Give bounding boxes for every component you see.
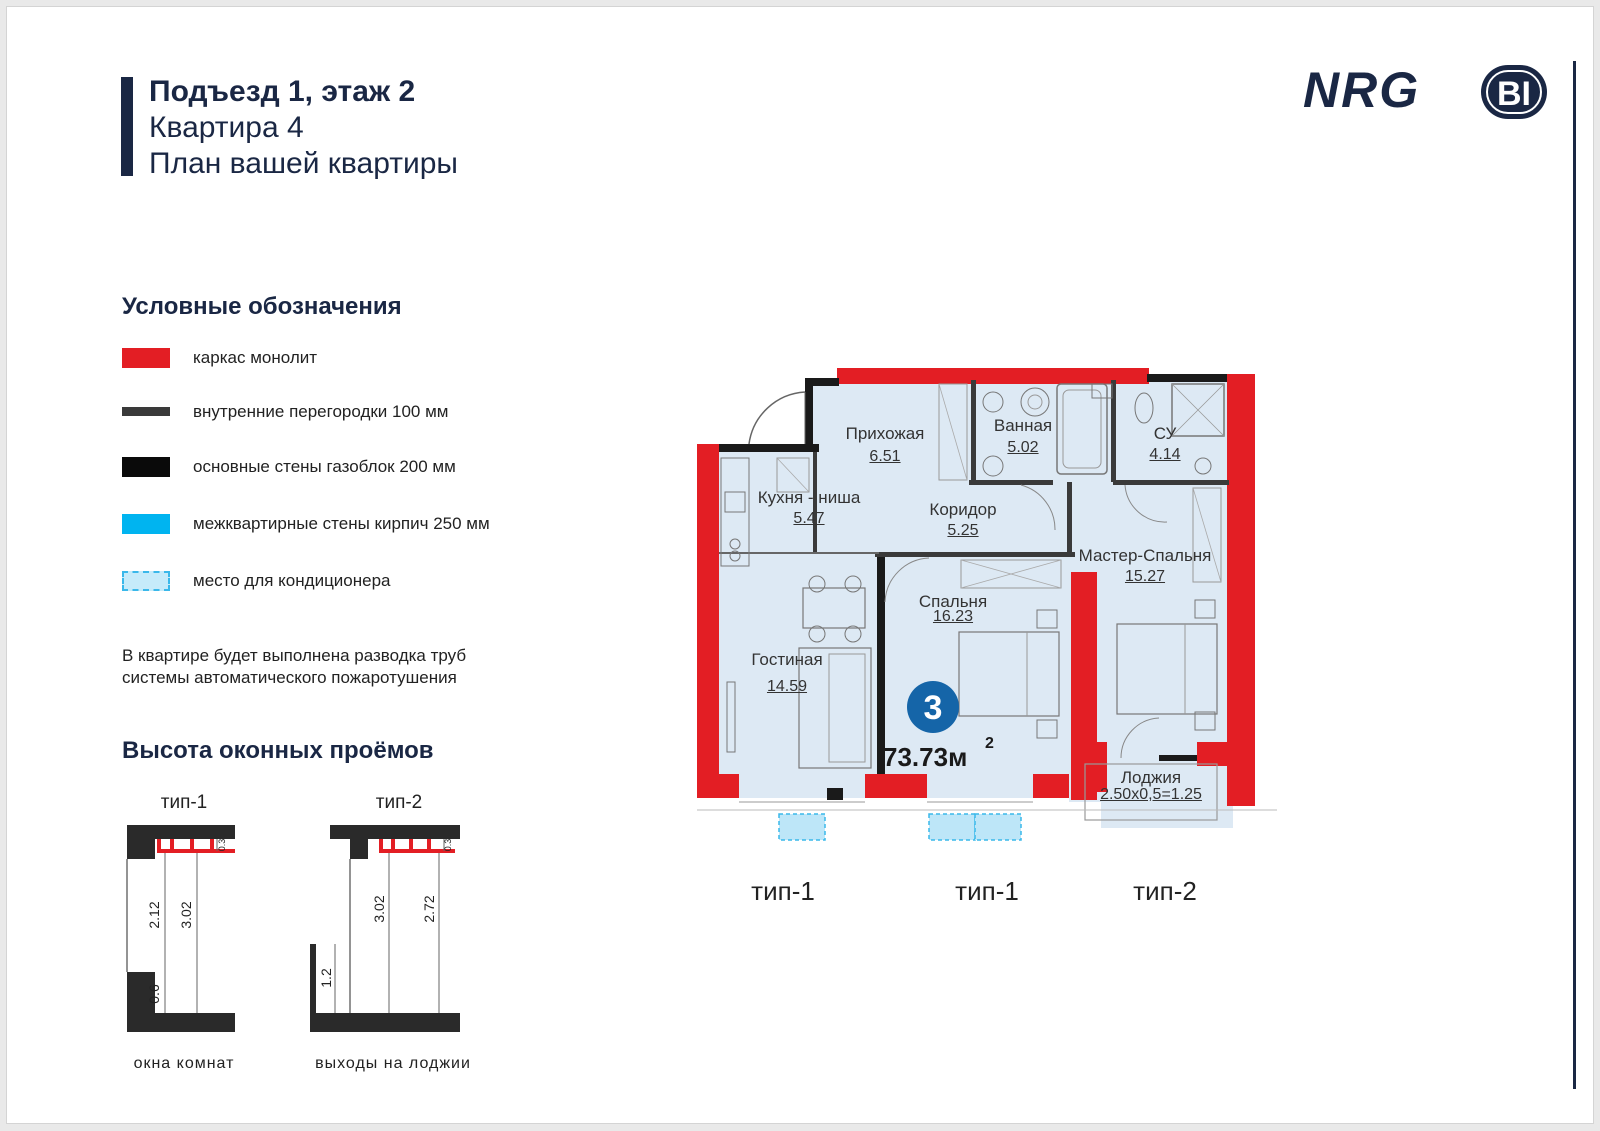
dim-label: 3.02 xyxy=(178,901,194,929)
room-area-kitchen: 5.47 xyxy=(793,510,825,527)
dim-label: 2.12 xyxy=(146,901,162,929)
room-area-living-room: 14.59 xyxy=(766,678,808,695)
legend-label: место для кондиционера xyxy=(193,571,391,590)
window-type-2-diagram xyxy=(305,817,475,1042)
note-line: системы автоматического пожаротушения xyxy=(122,668,457,687)
room-name-loggia: Лоджия xyxy=(1120,768,1182,787)
window-type-1-diagram xyxy=(117,817,257,1042)
right-border-rule xyxy=(1573,61,1576,1089)
fire-system-note xyxy=(122,645,466,689)
legend-label: внутренние перегородки 100 мм xyxy=(193,402,449,421)
dim-label: 3.02 xyxy=(371,895,387,923)
legend-label: каркас монолит xyxy=(193,348,318,367)
dim-label: 1.2 xyxy=(318,968,334,988)
room-area-hallway: 6.51 xyxy=(869,448,901,465)
dim-label: 0.3 xyxy=(217,838,227,852)
plan-subtitle: План вашей квартиры xyxy=(149,147,458,180)
room-name-master-bedroom: Мастер-Спальня xyxy=(1078,546,1212,565)
logo-badge-text: BI xyxy=(1497,75,1531,113)
room-name-kitchen: Кухня - ниша xyxy=(757,488,861,507)
room-area-bathroom: 5.02 xyxy=(1007,439,1039,456)
logo-text: NRG xyxy=(1303,62,1421,118)
window-type-1-caption: окна комнат xyxy=(133,1055,235,1072)
monolith-swatch xyxy=(122,348,170,368)
total-area-unit-superscript: 2 xyxy=(985,735,994,752)
legend-label: межквартирные стены кирпич 250 мм xyxy=(193,514,490,533)
plan-window-type-label: тип-1 xyxy=(955,876,1019,906)
room-area-bedroom: 16.23 xyxy=(932,608,974,625)
room-area-loggia: 2.50x0,5=1.25 xyxy=(1100,786,1202,803)
legend-label: основные стены газоблок 200 мм xyxy=(193,457,456,476)
entrance-floor-title: Подъезд 1, этаж 2 xyxy=(149,75,416,108)
partition-swatch xyxy=(122,407,170,416)
total-area: 73.73м xyxy=(883,742,968,772)
brick-swatch xyxy=(122,514,170,534)
window-heights-title: Высота оконных проёмов xyxy=(122,737,434,764)
apartment-number: 3 xyxy=(923,689,943,727)
plan-window-type-label: тип-2 xyxy=(1133,876,1197,906)
wall-swatch xyxy=(122,457,170,477)
plan-window-type-label: тип-1 xyxy=(751,876,815,906)
apartment-title: Квартира 4 xyxy=(149,111,304,144)
room-area-corridor: 5.25 xyxy=(947,522,979,539)
floor-plan-sheet xyxy=(6,6,1594,1124)
room-name-living-room: Гостиная xyxy=(751,650,823,669)
room-name-hallway: Прихожая xyxy=(845,424,925,443)
window-type-2-label: тип-2 xyxy=(375,792,423,813)
room-name-bathroom: Ванная xyxy=(993,416,1053,435)
dim-label: 0.3 xyxy=(443,838,453,852)
nrg-bi-logo xyxy=(1303,61,1551,128)
room-name-wc: СУ xyxy=(1153,424,1177,443)
room-name-bedroom: Спальня xyxy=(918,592,988,611)
ac-swatch xyxy=(122,571,170,591)
dim-label: 2.72 xyxy=(421,895,437,923)
room-area-master-bedroom: 15.27 xyxy=(1124,568,1166,585)
legend-title: Условные обозначения xyxy=(122,293,402,320)
header-accent-bar xyxy=(121,77,133,176)
window-type-1-label: тип-1 xyxy=(160,792,208,813)
room-name-corridor: Коридор xyxy=(929,500,997,519)
note-line: В квартире будет выполнена разводка труб xyxy=(122,646,467,665)
window-type-2-caption: выходы на лоджии xyxy=(315,1055,471,1072)
dim-label: 0.6 xyxy=(146,984,162,1004)
room-area-wc: 4.14 xyxy=(1149,446,1181,463)
